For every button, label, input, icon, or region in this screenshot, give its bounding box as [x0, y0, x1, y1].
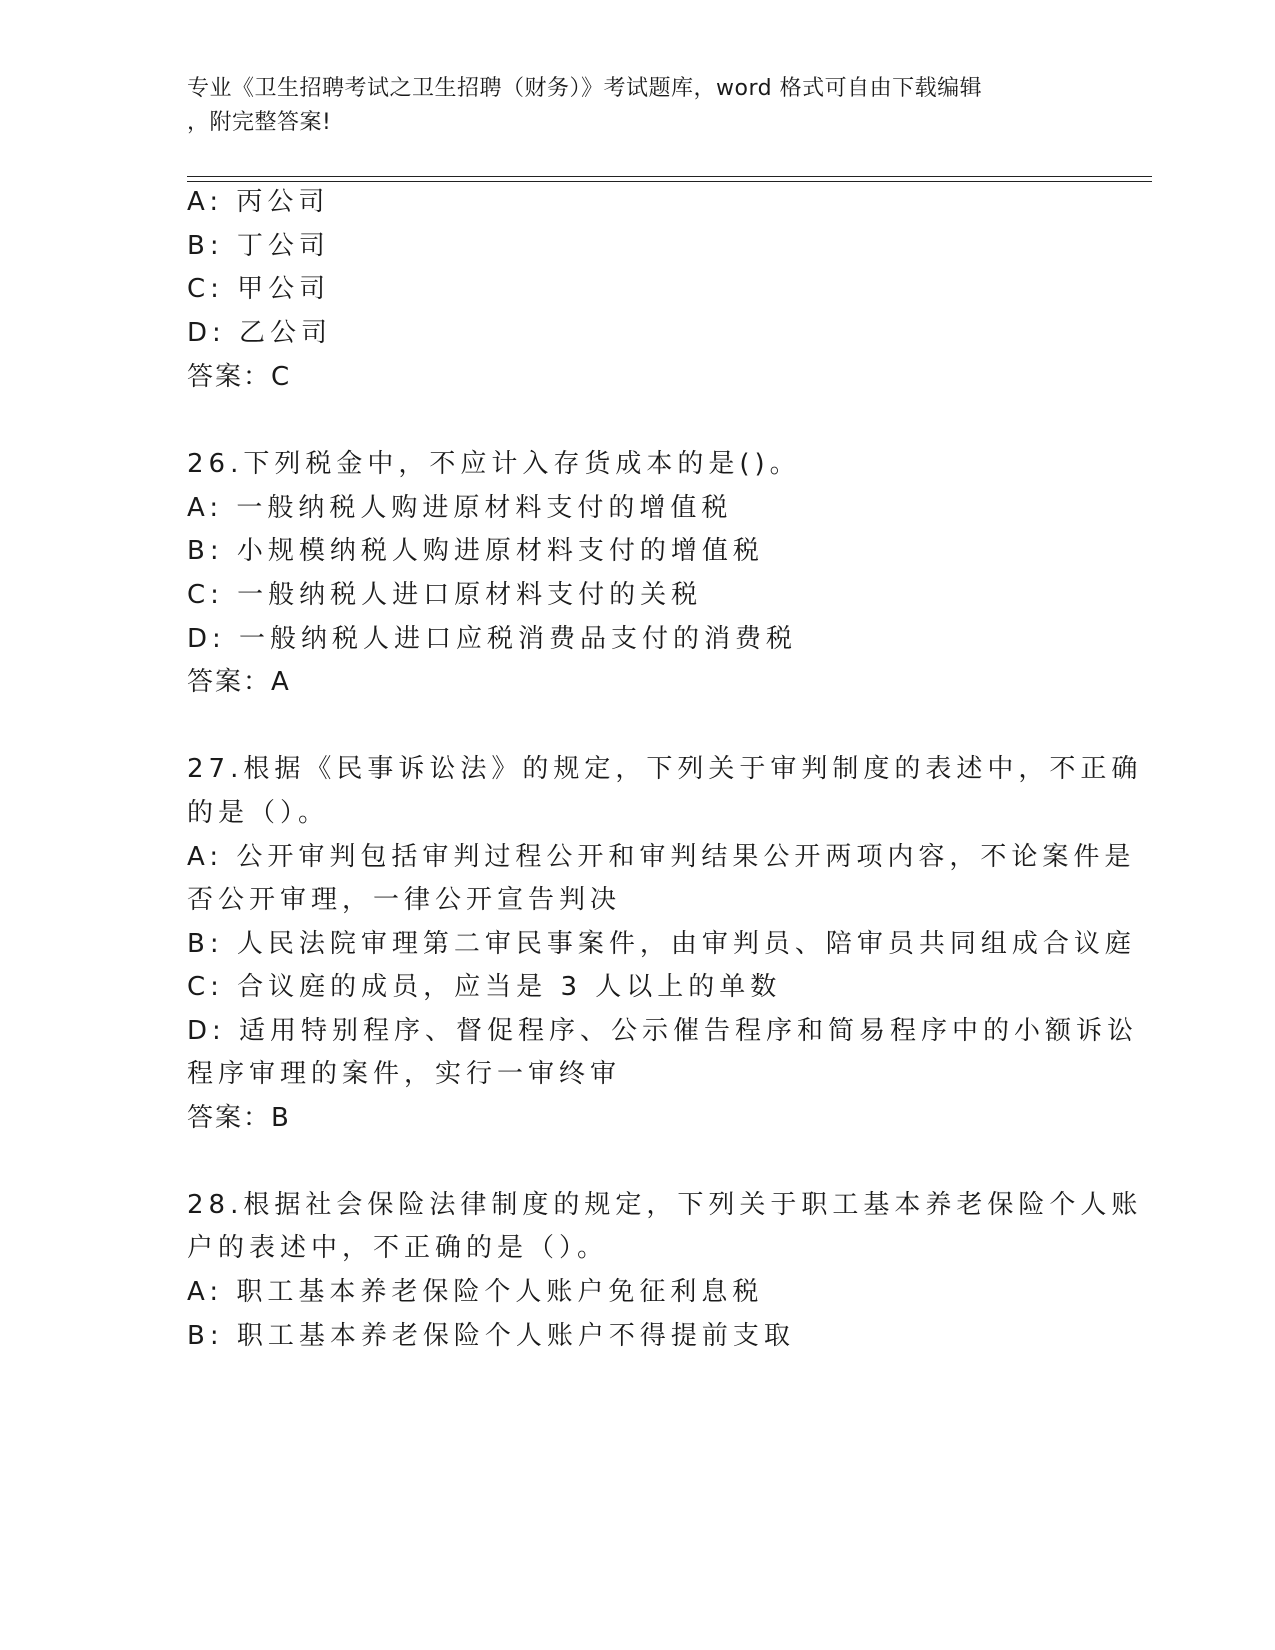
document-header — [187, 72, 1087, 140]
q27-option-d-line-2: 程序审理的案件，实行一审终审 — [187, 1059, 622, 1089]
q27-stem-line-2: 的是（）。 — [187, 798, 330, 828]
q25-option-a: A: 丙公司 — [187, 187, 330, 217]
q28-option-b: B: 职工基本养老保险个人账户不得提前支取 — [187, 1321, 795, 1351]
q27-stem-line-1: 27.根据《民事诉讼法》的规定，下列关于审判制度的表述中，不正确 — [187, 754, 1143, 784]
q27-option-c: C: 合议庭的成员，应当是 3 人以上的单数 — [187, 972, 782, 1002]
header-line-1: 专业《卫生招聘考试之卫生招聘（财务）》考试题库，word 格式可自由下载编辑 — [187, 76, 983, 101]
q26-option-b: B: 小规模纳税人购进原材料支付的增值税 — [187, 536, 764, 566]
header-divider-top — [187, 176, 1152, 177]
q28-stem-line-2: 户的表述中，不正确的是（）。 — [187, 1233, 609, 1263]
q26-stem: 26.下列税金中，不应计入存货成本的是()。 — [187, 449, 801, 479]
q27-option-b: B: 人民法院审理第二审民事案件，由审判员、陪审员共同组成合议庭 — [187, 929, 1136, 959]
header-line-2: ，附完整答案! — [187, 110, 332, 135]
q27-option-a-line-1: A: 公开审判包括审判过程公开和审判结果公开两项内容，不论案件是 — [187, 842, 1136, 872]
q25-option-c: C: 甲公司 — [187, 274, 331, 304]
q28-stem-line-1: 28.根据社会保险法律制度的规定，下列关于职工基本养老保险个人账 — [187, 1190, 1143, 1220]
header-divider-bottom — [187, 181, 1152, 182]
q25-option-d: D: 乙公司 — [187, 318, 333, 348]
q28-option-a: A: 职工基本养老保险个人账户免征利息税 — [187, 1277, 764, 1307]
q27-answer: 答案：B — [187, 1103, 291, 1133]
q27-option-a-line-2: 否公开审理，一律公开宣告判决 — [187, 885, 622, 915]
q26-option-c: C: 一般纳税人进口原材料支付的关税 — [187, 580, 703, 610]
q25-answer: 答案：C — [187, 362, 292, 392]
q27-option-d-line-1: D: 适用特别程序、督促程序、公示催告程序和简易程序中的小额诉讼 — [187, 1016, 1139, 1046]
q26-answer: 答案：A — [187, 667, 291, 697]
q25-option-b: B: 丁公司 — [187, 231, 330, 261]
q26-option-d: D: 一般纳税人进口应税消费品支付的消费税 — [187, 624, 798, 654]
q26-option-a: A: 一般纳税人购进原材料支付的增值税 — [187, 493, 733, 523]
